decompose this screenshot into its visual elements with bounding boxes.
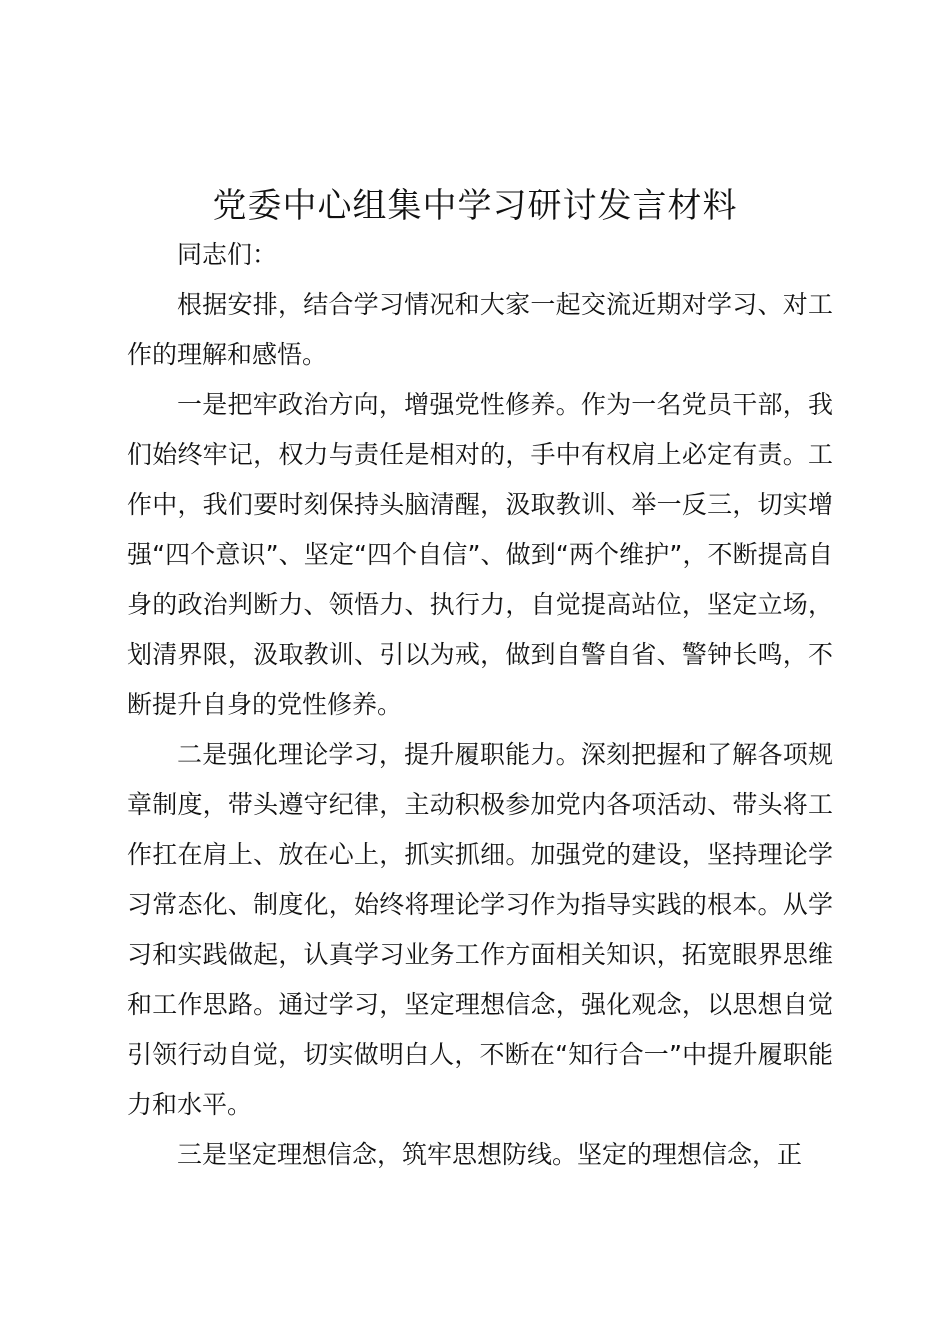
salutation: 同志们： (177, 240, 278, 269)
document-title: 党委中心组集中学习研讨发言材料 (212, 186, 738, 226)
paragraph-point-2: 二是强化理论学习，提升履职能力。深刻把握和了解各项规章制度，带头遵守纪律，主动积极参加党内各项活动、带头将工作扛在肩上、放在心上，抓实抓细。加强党的建设，坚持理论学习常态化、制度化，始终将理论学习作为指导实践的根本。从学习和实践做起，认真学习业务工作方面相关知识，拓宽眼界思维和工作思路。通过学习，坚定理想信念，强化观念，以思想自觉引领行动自觉，切实做明白人，不断在“知行合一”中提升履职能力和水平。 (127, 740, 833, 1119)
paragraph-point-3: 三是坚定理想信念，筑牢思想防线。坚定的理想信念，正 (177, 1140, 803, 1169)
paragraph-intro: 根据安排，结合学习情况和大家一起交流近期对学习、对工作的理解和感悟。 (127, 290, 833, 369)
document-body (127, 230, 833, 1180)
paragraph-point-1: 一是把牢政治方向，增强党性修养。作为一名党员干部，我们始终牢记，权力与责任是相对的，手中有权肩上必定有责。工作中，我们要时刻保持头脑清醒，汲取教训、举一反三，切实增强“四个意识”、坚定“四个自信”、做到“两个维护”，不断提高自身的政治判断力、领悟力、执行力，自觉提高站位，坚定立场，划清界限，汲取教训、引以为戒，做到自警自省、警钟长鸣，不断提升自身的党性修养。 (127, 390, 833, 719)
